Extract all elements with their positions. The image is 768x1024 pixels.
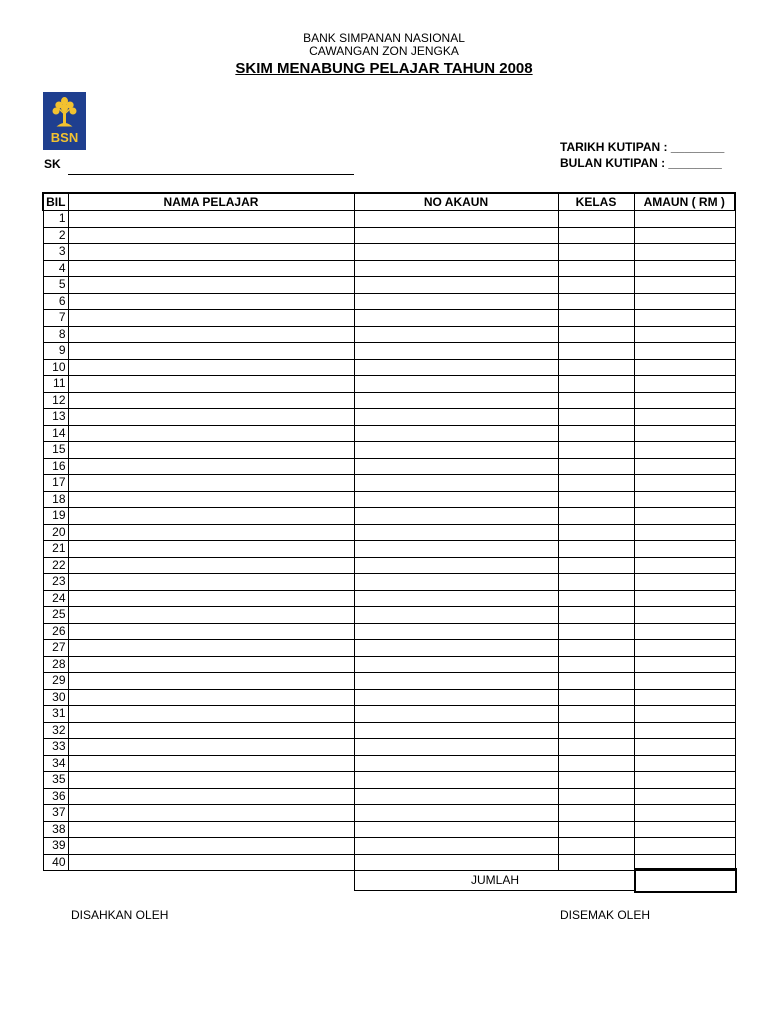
row-number: 32 bbox=[43, 722, 68, 739]
nama-cell[interactable] bbox=[68, 524, 354, 541]
kelas-cell[interactable] bbox=[558, 640, 634, 657]
amaun-cell[interactable] bbox=[634, 623, 735, 640]
table-header-row bbox=[43, 193, 735, 211]
kelas-cell[interactable] bbox=[558, 689, 634, 706]
jumlah-value-box[interactable] bbox=[634, 868, 737, 893]
nama-cell[interactable] bbox=[68, 392, 354, 409]
jumlah-label: JUMLAH bbox=[354, 868, 636, 891]
row-number: 16 bbox=[43, 458, 68, 475]
row-number: 35 bbox=[43, 772, 68, 789]
table-row bbox=[43, 805, 735, 822]
row-number: 9 bbox=[43, 343, 68, 360]
kelas-cell[interactable] bbox=[558, 458, 634, 475]
table-row bbox=[43, 722, 735, 739]
row-number: 1 bbox=[43, 211, 68, 228]
tarikh-kutipan: TARIKH KUTIPAN : ________ bbox=[560, 140, 725, 154]
disemak-oleh: DISEMAK OLEH bbox=[560, 908, 651, 922]
amaun-cell[interactable] bbox=[634, 838, 735, 855]
table-row bbox=[43, 739, 735, 756]
akaun-cell[interactable] bbox=[354, 376, 558, 393]
kelas-cell[interactable] bbox=[558, 838, 634, 855]
table-row bbox=[43, 590, 735, 607]
nama-cell[interactable] bbox=[68, 244, 354, 261]
nama-cell[interactable] bbox=[68, 805, 354, 822]
table-row bbox=[43, 508, 735, 525]
table-row bbox=[43, 227, 735, 244]
akaun-cell[interactable] bbox=[354, 293, 558, 310]
akaun-cell[interactable] bbox=[354, 409, 558, 426]
row-number: 6 bbox=[43, 293, 68, 310]
row-number: 23 bbox=[43, 574, 68, 591]
row-number: 20 bbox=[43, 524, 68, 541]
kelas-cell[interactable] bbox=[558, 656, 634, 673]
header-akaun: NO AKAUN bbox=[354, 193, 558, 211]
akaun-cell[interactable] bbox=[354, 640, 558, 657]
kelas-cell[interactable] bbox=[558, 541, 634, 558]
amaun-cell[interactable] bbox=[634, 805, 735, 822]
nama-cell[interactable] bbox=[68, 590, 354, 607]
table-row bbox=[43, 359, 735, 376]
akaun-cell[interactable] bbox=[354, 805, 558, 822]
disahkan-oleh: DISAHKAN OLEH bbox=[71, 908, 169, 922]
row-number: 40 bbox=[43, 854, 68, 871]
akaun-cell[interactable] bbox=[354, 590, 558, 607]
table-row bbox=[43, 673, 735, 690]
nama-cell[interactable] bbox=[68, 854, 354, 871]
table-row bbox=[43, 772, 735, 789]
row-number: 30 bbox=[43, 689, 68, 706]
amaun-cell[interactable] bbox=[634, 607, 735, 624]
bsn-logo bbox=[43, 92, 86, 150]
amaun-cell[interactable] bbox=[634, 557, 735, 574]
nama-cell[interactable] bbox=[68, 821, 354, 838]
header-kelas: KELAS bbox=[558, 193, 634, 211]
sk-label: SK bbox=[44, 157, 61, 171]
nama-cell[interactable] bbox=[68, 425, 354, 442]
table-row bbox=[43, 244, 735, 261]
nama-cell[interactable] bbox=[68, 260, 354, 277]
akaun-cell[interactable] bbox=[354, 310, 558, 327]
table-row bbox=[43, 326, 735, 343]
table-row bbox=[43, 310, 735, 327]
amaun-cell[interactable] bbox=[634, 326, 735, 343]
akaun-cell[interactable] bbox=[354, 821, 558, 838]
table-row bbox=[43, 557, 735, 574]
nama-cell[interactable] bbox=[68, 656, 354, 673]
nama-cell[interactable] bbox=[68, 607, 354, 624]
header-amaun: AMAUN ( RM ) bbox=[634, 193, 735, 211]
kelas-cell[interactable] bbox=[558, 607, 634, 624]
row-number: 37 bbox=[43, 805, 68, 822]
kelas-cell[interactable] bbox=[558, 359, 634, 376]
nama-cell[interactable] bbox=[68, 739, 354, 756]
kelas-cell[interactable] bbox=[558, 524, 634, 541]
kelas-cell[interactable] bbox=[558, 739, 634, 756]
row-number: 21 bbox=[43, 541, 68, 558]
amaun-cell[interactable] bbox=[634, 442, 735, 459]
amaun-cell[interactable] bbox=[634, 277, 735, 294]
logo-text: BSN bbox=[50, 130, 79, 145]
row-number: 39 bbox=[43, 838, 68, 855]
amaun-cell[interactable] bbox=[634, 458, 735, 475]
akaun-cell[interactable] bbox=[354, 244, 558, 261]
nama-cell[interactable] bbox=[68, 442, 354, 459]
akaun-cell[interactable] bbox=[354, 557, 558, 574]
row-number: 12 bbox=[43, 392, 68, 409]
akaun-cell[interactable] bbox=[354, 739, 558, 756]
nama-cell[interactable] bbox=[68, 458, 354, 475]
amaun-cell[interactable] bbox=[634, 244, 735, 261]
kelas-cell[interactable] bbox=[558, 211, 634, 228]
table-row bbox=[43, 376, 735, 393]
kelas-cell[interactable] bbox=[558, 376, 634, 393]
nama-cell[interactable] bbox=[68, 772, 354, 789]
akaun-cell[interactable] bbox=[354, 343, 558, 360]
nama-cell[interactable] bbox=[68, 541, 354, 558]
akaun-cell[interactable] bbox=[354, 442, 558, 459]
kelas-cell[interactable] bbox=[558, 310, 634, 327]
row-number: 27 bbox=[43, 640, 68, 657]
amaun-cell[interactable] bbox=[634, 788, 735, 805]
row-number: 38 bbox=[43, 821, 68, 838]
akaun-cell[interactable] bbox=[354, 227, 558, 244]
kelas-cell[interactable] bbox=[558, 508, 634, 525]
table-row bbox=[43, 458, 735, 475]
amaun-cell[interactable] bbox=[634, 409, 735, 426]
nama-cell[interactable] bbox=[68, 475, 354, 492]
kelas-cell[interactable] bbox=[558, 805, 634, 822]
akaun-cell[interactable] bbox=[354, 689, 558, 706]
table-row bbox=[43, 293, 735, 310]
row-number: 36 bbox=[43, 788, 68, 805]
amaun-cell[interactable] bbox=[634, 310, 735, 327]
tree-icon bbox=[43, 92, 86, 132]
student-table bbox=[42, 192, 736, 871]
row-number: 25 bbox=[43, 607, 68, 624]
table-row bbox=[43, 689, 735, 706]
kelas-cell[interactable] bbox=[558, 772, 634, 789]
akaun-cell[interactable] bbox=[354, 673, 558, 690]
akaun-cell[interactable] bbox=[354, 772, 558, 789]
row-number: 34 bbox=[43, 755, 68, 772]
header-nama: NAMA PELAJAR bbox=[68, 193, 354, 211]
nama-cell[interactable] bbox=[68, 623, 354, 640]
row-number: 15 bbox=[43, 442, 68, 459]
amaun-cell[interactable] bbox=[634, 574, 735, 591]
akaun-cell[interactable] bbox=[354, 458, 558, 475]
amaun-cell[interactable] bbox=[634, 392, 735, 409]
nama-cell[interactable] bbox=[68, 310, 354, 327]
row-number: 24 bbox=[43, 590, 68, 607]
nama-cell[interactable] bbox=[68, 838, 354, 855]
table-row bbox=[43, 541, 735, 558]
kelas-cell[interactable] bbox=[558, 821, 634, 838]
nama-cell[interactable] bbox=[68, 277, 354, 294]
row-number: 22 bbox=[43, 557, 68, 574]
row-number: 8 bbox=[43, 326, 68, 343]
table-row bbox=[43, 409, 735, 426]
row-number: 7 bbox=[43, 310, 68, 327]
row-number: 29 bbox=[43, 673, 68, 690]
row-number: 14 bbox=[43, 425, 68, 442]
akaun-cell[interactable] bbox=[354, 359, 558, 376]
kelas-cell[interactable] bbox=[558, 623, 634, 640]
table-row bbox=[43, 656, 735, 673]
row-number: 13 bbox=[43, 409, 68, 426]
table-row bbox=[43, 607, 735, 624]
nama-cell[interactable] bbox=[68, 491, 354, 508]
kelas-cell[interactable] bbox=[558, 491, 634, 508]
amaun-cell[interactable] bbox=[634, 755, 735, 772]
amaun-cell[interactable] bbox=[634, 722, 735, 739]
table-row bbox=[43, 640, 735, 657]
nama-cell[interactable] bbox=[68, 722, 354, 739]
table-row bbox=[43, 755, 735, 772]
row-number: 4 bbox=[43, 260, 68, 277]
nama-cell[interactable] bbox=[68, 409, 354, 426]
kelas-cell[interactable] bbox=[558, 326, 634, 343]
nama-cell[interactable] bbox=[68, 293, 354, 310]
table-row bbox=[43, 425, 735, 442]
table-row bbox=[43, 260, 735, 277]
form-title: SKIM MENABUNG PELAJAR TAHUN 2008 bbox=[235, 60, 533, 77]
akaun-cell[interactable] bbox=[354, 623, 558, 640]
kelas-cell[interactable] bbox=[558, 392, 634, 409]
kelas-cell[interactable] bbox=[558, 409, 634, 426]
row-number: 33 bbox=[43, 739, 68, 756]
table-row bbox=[43, 788, 735, 805]
amaun-cell[interactable] bbox=[634, 475, 735, 492]
amaun-cell[interactable] bbox=[634, 343, 735, 360]
kelas-cell[interactable] bbox=[558, 442, 634, 459]
table-row bbox=[43, 475, 735, 492]
akaun-cell[interactable] bbox=[354, 260, 558, 277]
akaun-cell[interactable] bbox=[354, 656, 558, 673]
table-row bbox=[43, 343, 735, 360]
amaun-cell[interactable] bbox=[634, 260, 735, 277]
row-number: 19 bbox=[43, 508, 68, 525]
table-row bbox=[43, 574, 735, 591]
akaun-cell[interactable] bbox=[354, 491, 558, 508]
akaun-cell[interactable] bbox=[354, 508, 558, 525]
amaun-cell[interactable] bbox=[634, 524, 735, 541]
amaun-cell[interactable] bbox=[634, 359, 735, 376]
table-row bbox=[43, 491, 735, 508]
amaun-cell[interactable] bbox=[634, 541, 735, 558]
row-number: 11 bbox=[43, 376, 68, 393]
amaun-cell[interactable] bbox=[634, 376, 735, 393]
nama-cell[interactable] bbox=[68, 508, 354, 525]
amaun-cell[interactable] bbox=[634, 293, 735, 310]
nama-cell[interactable] bbox=[68, 689, 354, 706]
table-row bbox=[43, 821, 735, 838]
amaun-cell[interactable] bbox=[634, 425, 735, 442]
akaun-cell[interactable] bbox=[354, 211, 558, 228]
akaun-cell[interactable] bbox=[354, 838, 558, 855]
kelas-cell[interactable] bbox=[558, 343, 634, 360]
row-number: 5 bbox=[43, 277, 68, 294]
table-row bbox=[43, 392, 735, 409]
row-number: 3 bbox=[43, 244, 68, 261]
kelas-cell[interactable] bbox=[558, 475, 634, 492]
nama-cell[interactable] bbox=[68, 376, 354, 393]
nama-cell[interactable] bbox=[68, 211, 354, 228]
kelas-cell[interactable] bbox=[558, 425, 634, 442]
bulan-kutipan: BULAN KUTIPAN : ________ bbox=[560, 156, 722, 170]
row-number: 2 bbox=[43, 227, 68, 244]
table-row bbox=[43, 706, 735, 723]
akaun-cell[interactable] bbox=[354, 475, 558, 492]
row-number: 31 bbox=[43, 706, 68, 723]
kelas-cell[interactable] bbox=[558, 590, 634, 607]
row-number: 17 bbox=[43, 475, 68, 492]
kelas-cell[interactable] bbox=[558, 574, 634, 591]
nama-cell[interactable] bbox=[68, 640, 354, 657]
kelas-cell[interactable] bbox=[558, 293, 634, 310]
nama-cell[interactable] bbox=[68, 706, 354, 723]
row-number: 18 bbox=[43, 491, 68, 508]
akaun-cell[interactable] bbox=[354, 722, 558, 739]
branch-name: CAWANGAN ZON JENGKA bbox=[309, 44, 459, 58]
kelas-cell[interactable] bbox=[558, 227, 634, 244]
amaun-cell[interactable] bbox=[634, 227, 735, 244]
kelas-cell[interactable] bbox=[558, 277, 634, 294]
nama-cell[interactable] bbox=[68, 343, 354, 360]
amaun-cell[interactable] bbox=[634, 673, 735, 690]
akaun-cell[interactable] bbox=[354, 607, 558, 624]
akaun-cell[interactable] bbox=[354, 524, 558, 541]
akaun-cell[interactable] bbox=[354, 755, 558, 772]
row-number: 10 bbox=[43, 359, 68, 376]
amaun-cell[interactable] bbox=[634, 640, 735, 657]
amaun-cell[interactable] bbox=[634, 211, 735, 228]
nama-cell[interactable] bbox=[68, 755, 354, 772]
kelas-cell[interactable] bbox=[558, 755, 634, 772]
akaun-cell[interactable] bbox=[354, 574, 558, 591]
amaun-cell[interactable] bbox=[634, 491, 735, 508]
table-row bbox=[43, 838, 735, 855]
akaun-cell[interactable] bbox=[354, 706, 558, 723]
amaun-cell[interactable] bbox=[634, 821, 735, 838]
kelas-cell[interactable] bbox=[558, 260, 634, 277]
kelas-cell[interactable] bbox=[558, 244, 634, 261]
amaun-cell[interactable] bbox=[634, 508, 735, 525]
akaun-cell[interactable] bbox=[354, 788, 558, 805]
kelas-cell[interactable] bbox=[558, 673, 634, 690]
nama-cell[interactable] bbox=[68, 359, 354, 376]
kelas-cell[interactable] bbox=[558, 788, 634, 805]
table-row bbox=[43, 623, 735, 640]
kelas-cell[interactable] bbox=[558, 557, 634, 574]
sk-field-line bbox=[68, 174, 354, 175]
akaun-cell[interactable] bbox=[354, 277, 558, 294]
table-row bbox=[43, 211, 735, 228]
table-row bbox=[43, 277, 735, 294]
akaun-cell[interactable] bbox=[354, 392, 558, 409]
nama-cell[interactable] bbox=[68, 326, 354, 343]
header-bil: BIL bbox=[43, 193, 68, 211]
row-number: 26 bbox=[43, 623, 68, 640]
nama-cell[interactable] bbox=[68, 557, 354, 574]
akaun-cell[interactable] bbox=[354, 541, 558, 558]
table-row bbox=[43, 442, 735, 459]
nama-cell[interactable] bbox=[68, 673, 354, 690]
akaun-cell[interactable] bbox=[354, 425, 558, 442]
amaun-cell[interactable] bbox=[634, 689, 735, 706]
nama-cell[interactable] bbox=[68, 574, 354, 591]
amaun-cell[interactable] bbox=[634, 590, 735, 607]
kelas-cell[interactable] bbox=[558, 722, 634, 739]
amaun-cell[interactable] bbox=[634, 656, 735, 673]
kelas-cell[interactable] bbox=[558, 706, 634, 723]
table-row bbox=[43, 524, 735, 541]
nama-cell[interactable] bbox=[68, 227, 354, 244]
bank-name: BANK SIMPANAN NASIONAL bbox=[303, 31, 465, 45]
row-number: 28 bbox=[43, 656, 68, 673]
akaun-cell[interactable] bbox=[354, 326, 558, 343]
amaun-cell[interactable] bbox=[634, 706, 735, 723]
amaun-cell[interactable] bbox=[634, 739, 735, 756]
nama-cell[interactable] bbox=[68, 788, 354, 805]
amaun-cell[interactable] bbox=[634, 772, 735, 789]
